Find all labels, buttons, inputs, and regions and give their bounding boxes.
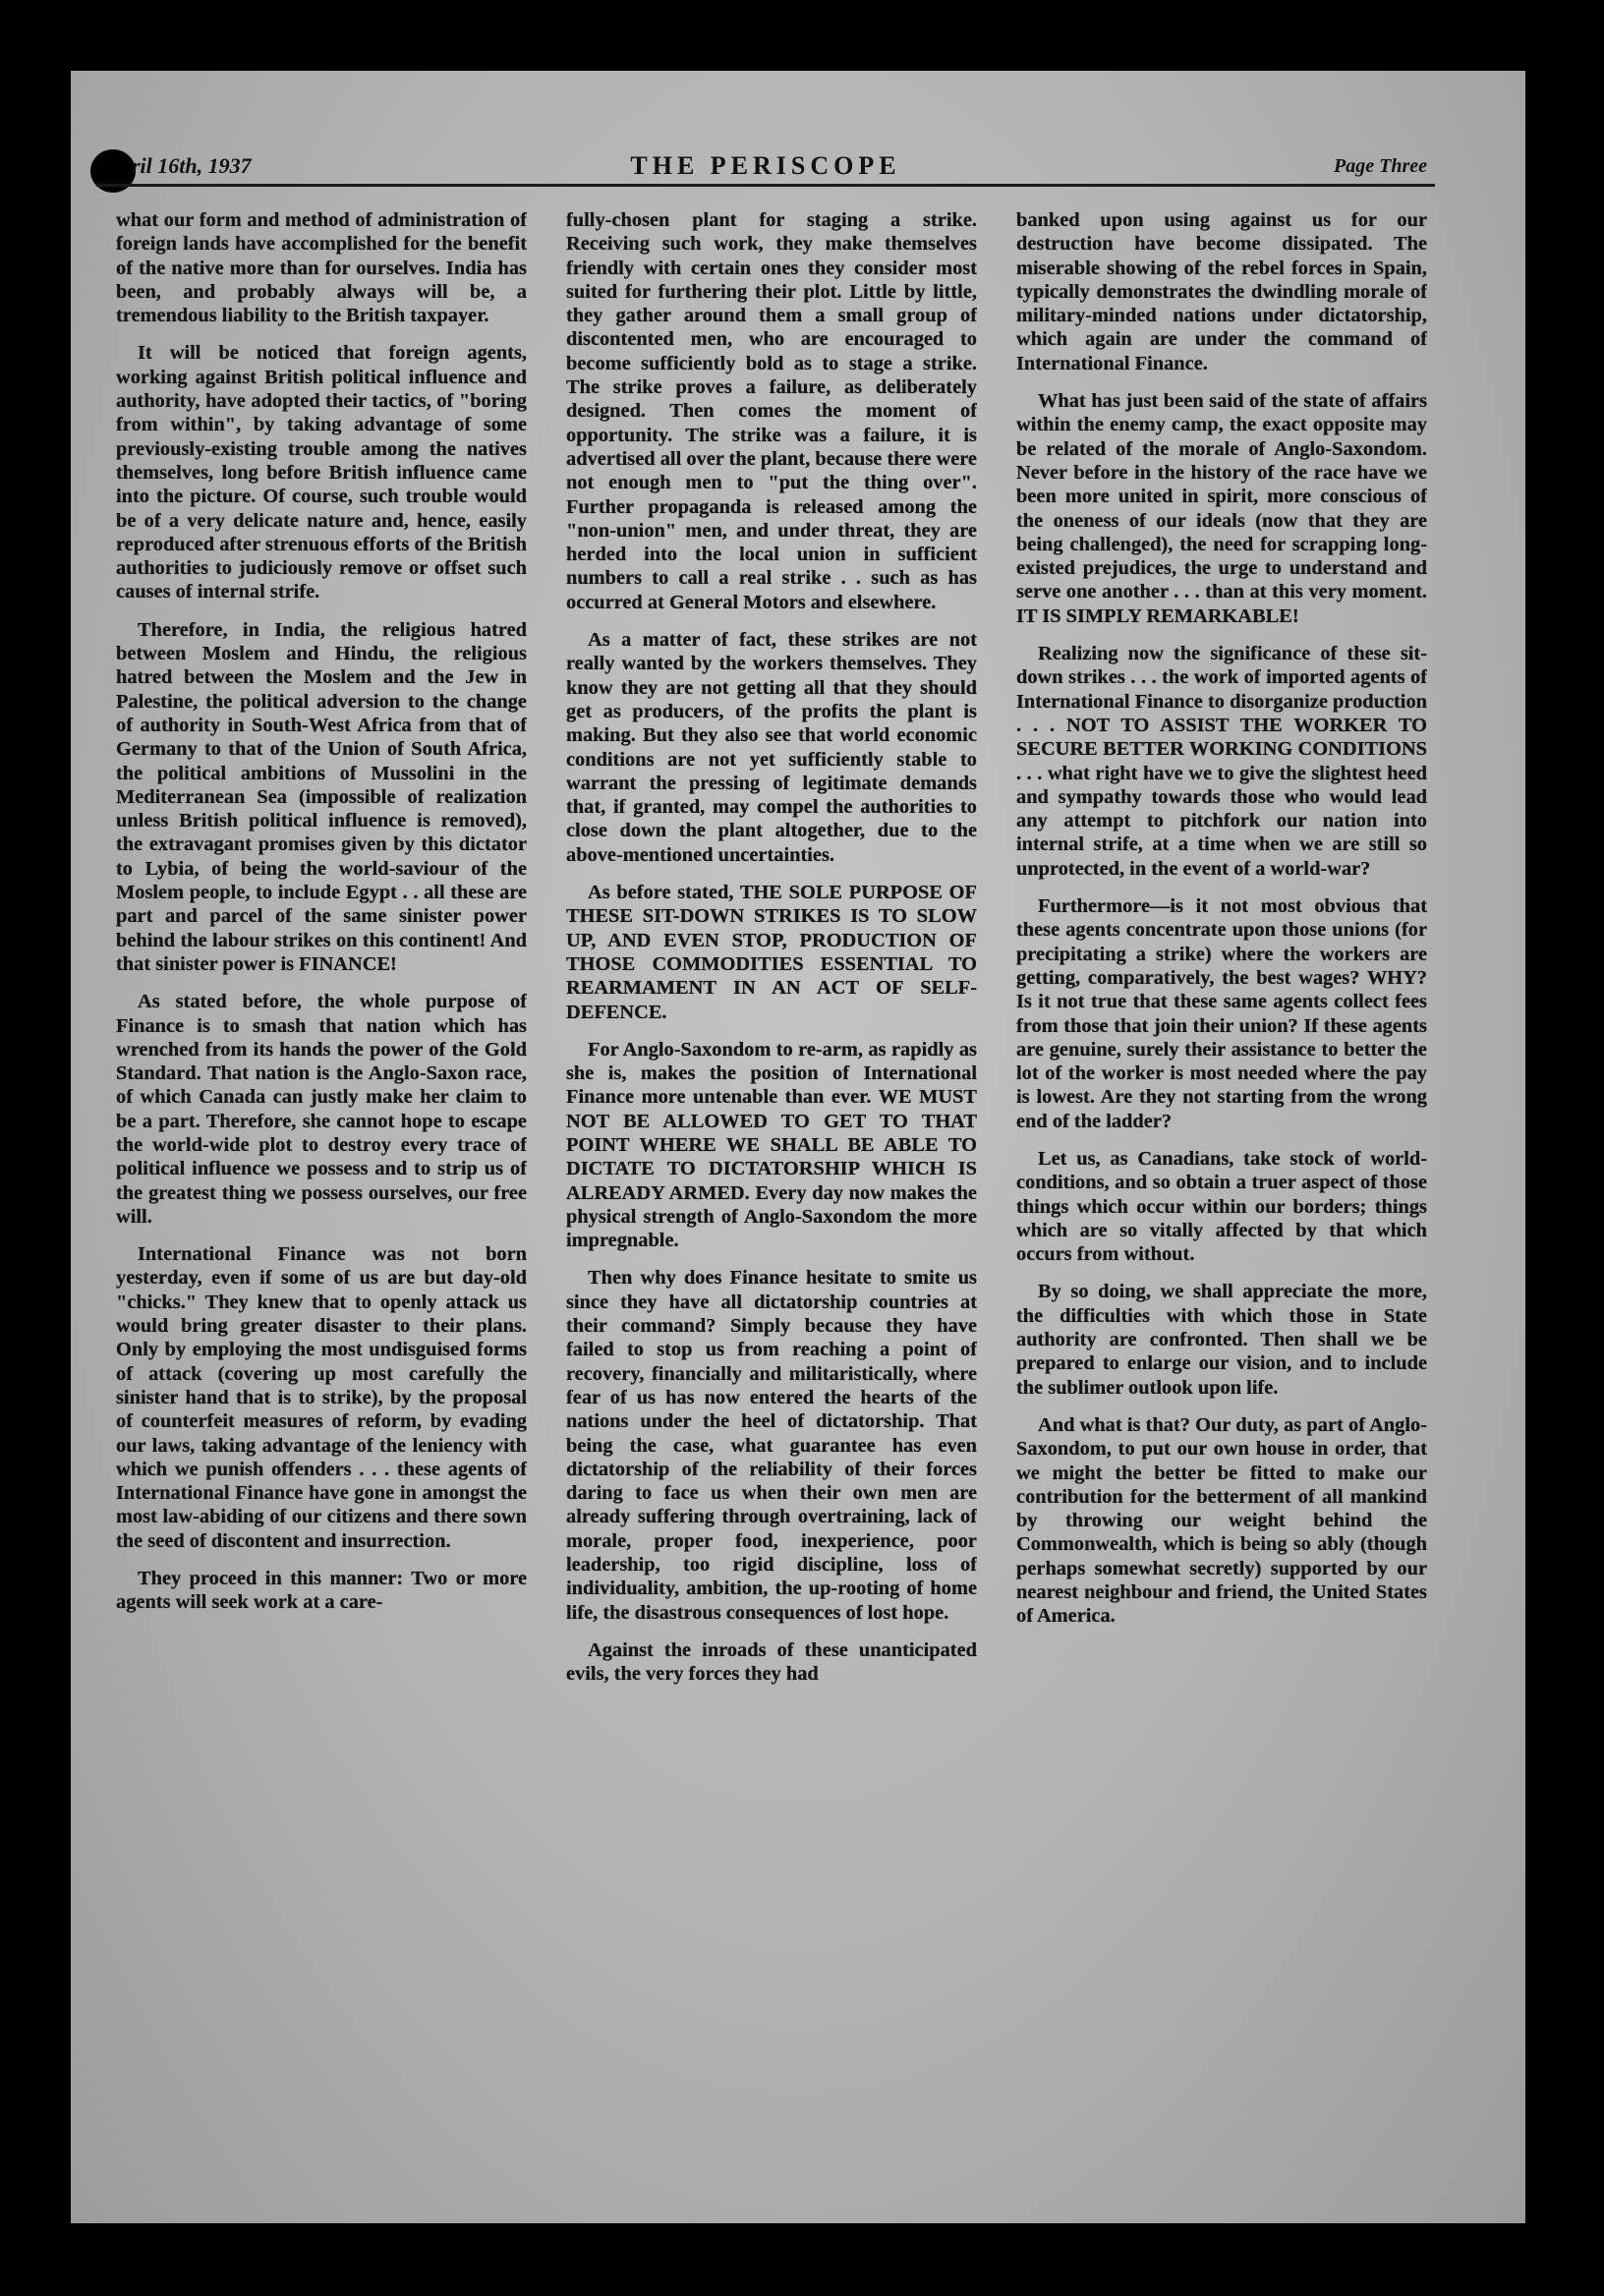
paragraph: By so doing, we shall appreciate the more, the difficulties with which those in State authority are confronted. Then shall we be prepared to enlarge our vision, and to include the sublimer outlook upon life. bbox=[1016, 1281, 1427, 1399]
paragraph: fully-chosen plant for staging a strike. Receiving such work, they make themselves friendly with certain ones they consider most suited for furthering their plot. Little by little, they gather around them a small group of discontented men, who are encouraged to become sufficiently bold as to stage a strike. The strike proves a failure, as deliberately designed. Then comes the moment of opportunity. The strike was a failure, it is advertised all over the plant, because there were not enough men to "put the thing over". Further propaganda is released among the "non-union" men, and under threat, they are herded into the local union in sufficient numbers to call a real strike . . such as has occurred at General Motors and elsewhere. bbox=[566, 209, 977, 613]
page-number: Page Three bbox=[1334, 155, 1427, 177]
paragraph: Realizing now the significance of these sit-down strikes . . . the work of imported agents of International Finance to disorganize production . . . NOT TO ASSIST THE WORKER TO SECURE BETTER WORKING CONDITIONS . . . what right have we to give the slightest heed and sympathy towards those who would lead any attempt to pitchfork our nation into internal strife, at a time when we are still so unprotected, in the event of a world-war? bbox=[1016, 643, 1427, 880]
paragraph: For Anglo-Saxondom to re-arm, as rapidly as she is, makes the position of International Finance more untenable than ever. WE MUST NOT BE ALLOWED TO GET TO THAT POINT WHERE WE SHALL BE ABLE TO DICTATE TO DICTATORSHIP WHICH IS ALREADY ARMED. Every day now makes the physical strength of Anglo-Saxondom the more impregnable. bbox=[566, 1038, 977, 1252]
page-header bbox=[96, 147, 1435, 185]
publication-title: THE PERISCOPE bbox=[630, 151, 901, 180]
paragraph: As a matter of fact, these strikes are not really wanted by the workers themselves. They know they are not getting all that they should get as producers, of the profits the plant is making. But they also see that world economic conditions are not yet sufficiently stable to warrant the pressing of legitimate demands that, if granted, may compel the authorities to close down the plant altogether, due to the above-mentioned uncertainties. bbox=[566, 629, 977, 866]
text-column-3 bbox=[1016, 208, 1427, 2105]
paragraph: Therefore, in India, the religious hatred between Moslem and Hindu, the religious hatred between the Moslem and the Jew in Palestine, the political adversion to the change of authority in South-West Africa from that of Germany to that of the Union of South Africa, the political ambitions of Mussolini in the Mediterranean Sea (impossible of realization unless British political influence is removed), the extravagant promises given by this dictator to Lybia, of being the world-saviour of the Moslem people, to include Egypt . . all these are part and parcel of the same sinister power behind the labour strikes on this continent! And that sinister power is FINANCE! bbox=[116, 618, 527, 975]
paragraph: banked upon using against us for our destruction have become dissipated. The miserable showing of the rebel forces in Spain, typically demonstrates the dwindling morale of military-minded nations under dictatorship, which again are under the command of International Finance. bbox=[1016, 209, 1427, 374]
paragraph: Let us, as Canadians, take stock of world-conditions, and so obtain a truer aspect of those things which occur within our borders; things which are so vitally affected by that which occurs from without. bbox=[1016, 1147, 1427, 1266]
paragraph: what our form and method of administration of foreign lands have accomplished for the benefit of the native more than for ourselves. India has been, and probably always will be, a tremendous liability to the British taxpayer. bbox=[116, 209, 527, 327]
header-rule bbox=[96, 184, 1435, 187]
paragraph: Against the inroads of these unanticipated evils, the very forces they had bbox=[566, 1638, 977, 1686]
paragraph: It will be noticed that foreign agents, working against British political influence and authority, have adopted their tactics, of "boring from within", by taking advantage of some previously-existing trouble among the natives themselves, long before British influence came into the picture. Of course, such trouble would be of a very delicate nature and, hence, easily reproduced after strenuous efforts of the British authorities to judiciously remove or offset such causes of internal strife. bbox=[116, 342, 527, 603]
paragraph: International Finance was not born yesterday, even if some of us are but day-old "chicks." They knew that to openly attack us would bring greater disaster to their plans. Only by employing the most undisguised forms of attack (covering up most carefully the sinister hand that is to strike), by the proposal of counterfeit measures of reform, by evading our laws, taking advantage of the leniency with which we punish offenders . . . these agents of International Finance have gone in amongst the most law-abiding of our citizens and there sown the seed of discontent and insurrection. bbox=[116, 1243, 527, 1552]
paragraph: And what is that? Our duty, as part of Anglo-Saxondom, to put our own house in order, that we might the better be fitted to make our contribution for the betterment of all mankind by throwing our weight behind the Commonwealth, which is being so ably (though perhaps somewhat secretly) supported by our nearest neighbour and friend, the United States of America. bbox=[1016, 1413, 1427, 1628]
paragraph: They proceed in this manner: Two or more agents will seek work at a care- bbox=[116, 1568, 527, 1614]
paragraph: As before stated, THE SOLE PURPOSE OF THESE SIT-DOWN STRIKES IS TO SLOW UP, AND EVEN STOP, PRODUCTION OF THOSE COMMODITIES ESSENTIAL TO REARMAMENT IN AN ACT OF SELF-DEFENCE. bbox=[566, 882, 977, 1023]
paragraph: Then why does Finance hesitate to smite us since they have all dictatorship countries at their command? Simply because they have failed to stop us from reaching a point of recovery, financially and militaristically, where fear of us has now entered the hearts of the nations under the heel of dictatorship. That being the case, what guarantee has even dictatorship of the reliability of their forces daring to face us when their own men are already suffering through overtraining, lack of morale, proper food, inexperience, poor leadership, too rigid discipline, loss of individuality, ambition, the up-rooting of home life, the disastrous consequences of lost hope. bbox=[566, 1267, 977, 1624]
text-column-1 bbox=[116, 208, 527, 2105]
issue-date: ril 16th, 1937 bbox=[132, 153, 252, 178]
paragraph: Furthermore—is it not most obvious that these agents concentrate upon those unions (for precipitating a strike) where the workers are getting, comparatively, the best wages? WHY? Is it not true that these same agents collect fees from those that join their union? If these agents are genuine, surely their assistance to better the lot of the worker is most needed where the pay is lowest. Are they not starting from the wrong end of the ladder? bbox=[1016, 895, 1427, 1132]
text-column-2 bbox=[566, 208, 977, 2105]
paragraph: What has just been said of the state of affairs within the enemy camp, the exact opposite may be related of the morale of Anglo-Saxondom. Never before in the history of the race have we been more united in spirit, more conscious of the oneness of our ideals (now that they are being challenged), the need for scrapping long-existed prejudices, the urge to understand and serve one another . . . than at this very moment. IT IS SIMPLY REMARKABLE! bbox=[1016, 390, 1427, 627]
paragraph: As stated before, the whole purpose of Finance is to smash that nation which has wrenched from its hands the power of the Gold Standard. That nation is the Anglo-Saxon race, of which Canada can justly make her claim to be a part. Therefore, she cannot hope to escape the world-wide plot to destroy every trace of political influence we possess and to strip us of the greatest thing we possess ourselves, our free will. bbox=[116, 991, 527, 1228]
